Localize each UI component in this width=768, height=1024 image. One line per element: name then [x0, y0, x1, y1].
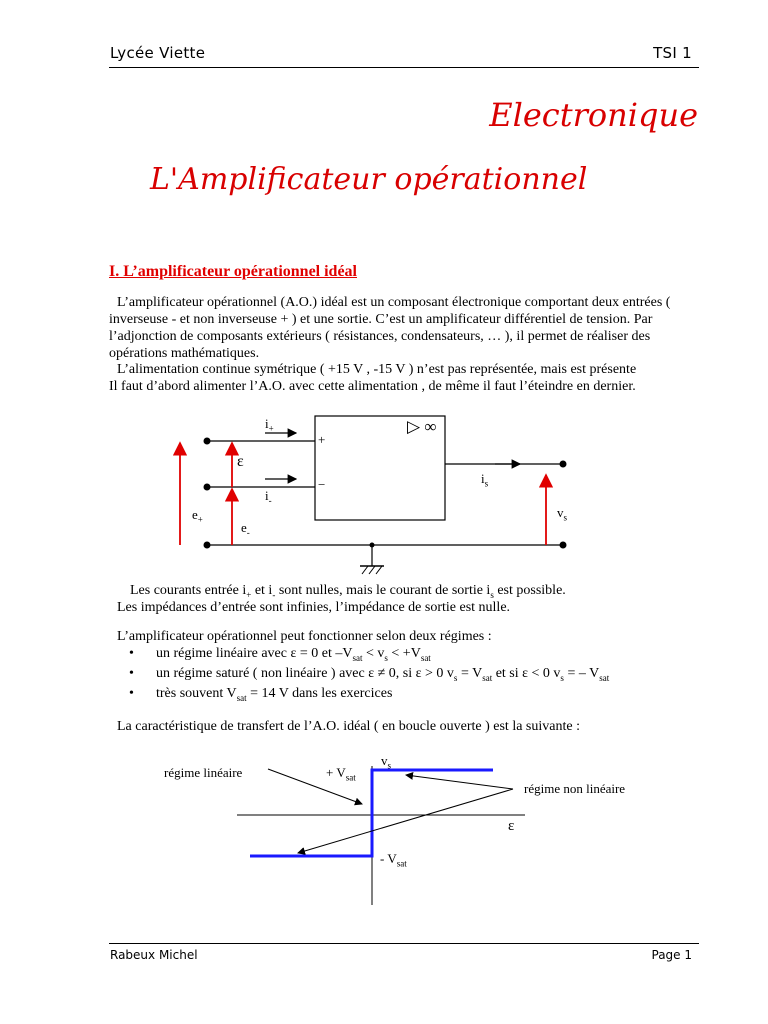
nonlinear-pointer-top [406, 775, 513, 789]
chapter-title: L'Amplificateur opérationnel [150, 162, 588, 197]
linear-regime-label: régime linéaire [164, 765, 243, 780]
opamp-symbol: ▷ ∞ [407, 417, 437, 436]
regimes-intro: L’amplificateur opérationnel peut fonctionner selon deux régimes : [117, 629, 492, 644]
plus-input-label: + [318, 432, 326, 447]
intro-paragraph: L’amplificateur opérationnel (A.O.) idéal est un composant électronique comportant deux entrées ( inverseuse - et non inverseuse + ) et une sortie. C’est un amplificateur différentiel de tension. Par l’adjonction de composants extérieurs ( résistances, condensateurs, … ), il permet de réaliser des opérations mathématiques. [109, 295, 671, 361]
list-item: • un régime saturé ( non linéaire ) avec ε ≠ 0, si ε > 0 $v_s = V_{sat}$ et si ε < 0 $v_s$ = – $V_{sat}$ [129, 666, 610, 683]
footer-rule [109, 943, 699, 944]
transfer-intro: La caractéristique de transfert de l’A.O. idéal ( en boucle ouverte ) est la suivante : [117, 719, 580, 734]
i-minus-label: $i_-$ [265, 488, 272, 506]
e-plus-label: $e_+$ [192, 507, 203, 525]
footer-author: Rabeux Michel [110, 948, 198, 962]
i-plus-label: $i_+$ [265, 416, 274, 434]
plus-vsat-label: + $V_{sat}$ [326, 765, 356, 783]
vs-axis-label: $v_s$ [381, 753, 392, 771]
list-item: • un régime linéaire avec ε = 0 et $-V_{sat} < v_s < +V_{sat}$ [129, 646, 431, 663]
minus-input-label: − [318, 477, 326, 492]
e-minus-label: $e_-$ [241, 520, 250, 538]
intro-supply-line: L’alimentation continue symétrique ( +15 V , -15 V ) n’est pas représentée, mais est présente [117, 362, 637, 377]
i-s-label: $i_s$ [481, 471, 489, 489]
subject-title: Electronique [489, 96, 698, 134]
v-s-label: $v_s$ [557, 505, 568, 523]
list-item: • très souvent $V_{sat} = 14$ V dans les exercices [129, 686, 393, 703]
nonlinear-pointer-bottom [298, 789, 513, 853]
transfer-curve [250, 770, 493, 856]
header-class: TSI 1 [653, 44, 692, 62]
header-school: Lycée Viette [110, 44, 206, 62]
epsilon-label: ε [237, 453, 244, 470]
footer-page: Page 1 [651, 948, 692, 962]
nonlinear-regime-label: régime non linéaire [524, 781, 626, 796]
minus-vsat-label: - $V_{sat}$ [380, 851, 407, 869]
impedances-line: Les impédances d’entrée sont infinies, l’impédance de sortie est nulle. [117, 600, 511, 615]
epsilon-axis-label: ε [508, 818, 515, 834]
intro-power-line: Il faut d’abord alimenter l’A.O. avec cette alimentation , de même il faut l’éteindre en dernier. [109, 379, 636, 394]
currents-line: Les courants entrée $i_+$ et $i_-$ sont nulles, mais le courant de sortie $i_s$ est possible. [130, 583, 566, 600]
section-heading: I. L’amplificateur opérationnel idéal [109, 263, 357, 280]
